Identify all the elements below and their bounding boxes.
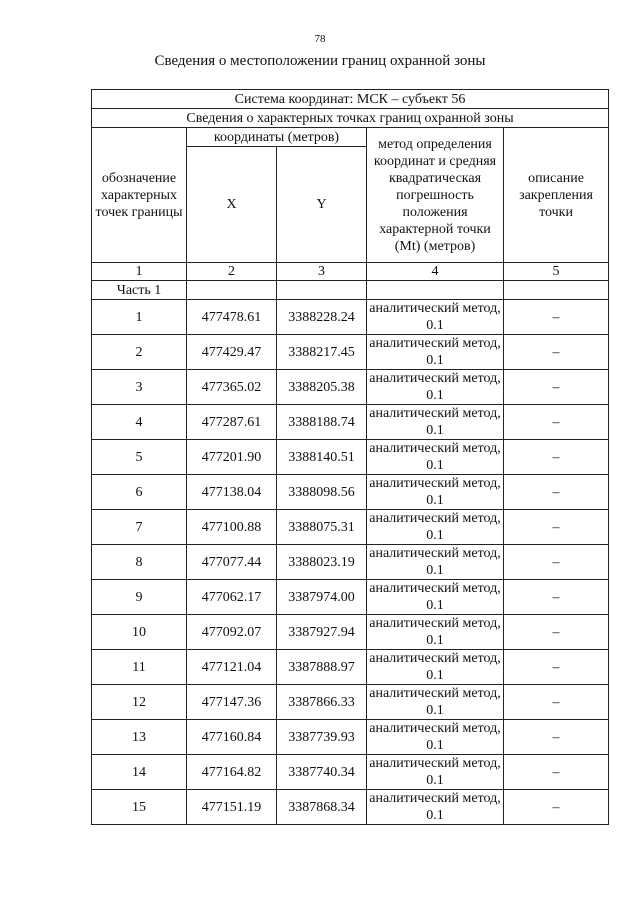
table-row: [92, 580, 609, 615]
point-description: –: [504, 720, 609, 755]
table-row: [92, 510, 609, 545]
point-method: аналитический метод, 0.1: [367, 790, 504, 825]
point-number: 11: [92, 650, 187, 685]
point-method: аналитический метод, 0.1: [367, 370, 504, 405]
point-y: 3387888.97: [277, 650, 367, 685]
table-row: [92, 615, 609, 650]
point-number: 8: [92, 545, 187, 580]
point-method: аналитический метод, 0.1: [367, 510, 504, 545]
point-description: –: [504, 685, 609, 720]
column-number: 5: [504, 263, 609, 281]
point-x: 477062.17: [187, 580, 277, 615]
point-x: 477201.90: [187, 440, 277, 475]
table-row: [92, 300, 609, 335]
point-y: 3387974.00: [277, 580, 367, 615]
section-title-banner: Сведения о характерных точках границ охранной зоны: [92, 109, 609, 128]
point-description: –: [504, 405, 609, 440]
point-description: –: [504, 335, 609, 370]
point-method: аналитический метод, 0.1: [367, 405, 504, 440]
table-row: [92, 370, 609, 405]
point-x: 477365.02: [187, 370, 277, 405]
point-x: 477160.84: [187, 720, 277, 755]
point-description: –: [504, 615, 609, 650]
point-description: –: [504, 300, 609, 335]
point-y: 3388023.19: [277, 545, 367, 580]
point-x: 477138.04: [187, 475, 277, 510]
point-description: –: [504, 475, 609, 510]
empty-cell: [277, 281, 367, 300]
header-designation: обозначение характерных точек границы: [92, 128, 187, 263]
point-x: 477478.61: [187, 300, 277, 335]
point-y: 3388188.74: [277, 405, 367, 440]
empty-cell: [367, 281, 504, 300]
table-row: [92, 685, 609, 720]
point-method: аналитический метод, 0.1: [367, 300, 504, 335]
point-y: 3388098.56: [277, 475, 367, 510]
point-method: аналитический метод, 0.1: [367, 545, 504, 580]
point-number: 10: [92, 615, 187, 650]
point-description: –: [504, 545, 609, 580]
header-description: описание закрепления точки: [504, 128, 609, 263]
header-y: Y: [277, 147, 367, 263]
page-number: 78: [314, 33, 326, 45]
point-x: 477077.44: [187, 545, 277, 580]
point-number: 14: [92, 755, 187, 790]
point-number: 13: [92, 720, 187, 755]
header-method: метод определения координат и средняя квадратическая погрешность положения характерной точки (Mt) (метров): [367, 128, 504, 263]
table-row: [92, 475, 609, 510]
point-description: –: [504, 510, 609, 545]
part-row: [92, 281, 609, 300]
document-title: Сведения о местоположении границ охранной зоны: [154, 53, 486, 69]
column-number: 3: [277, 263, 367, 281]
point-y: 3387868.34: [277, 790, 367, 825]
header-coordinates: координаты (метров): [187, 128, 367, 147]
boundary-points-table: [91, 89, 609, 825]
point-description: –: [504, 755, 609, 790]
point-description: –: [504, 440, 609, 475]
point-number: 7: [92, 510, 187, 545]
point-method: аналитический метод, 0.1: [367, 580, 504, 615]
point-x: 477100.88: [187, 510, 277, 545]
point-y: 3388228.24: [277, 300, 367, 335]
point-number: 5: [92, 440, 187, 475]
point-method: аналитический метод, 0.1: [367, 720, 504, 755]
point-x: 477092.07: [187, 615, 277, 650]
column-number: 2: [187, 263, 277, 281]
header-x: X: [187, 147, 277, 263]
point-method: аналитический метод, 0.1: [367, 440, 504, 475]
point-method: аналитический метод, 0.1: [367, 475, 504, 510]
point-y: 3388205.38: [277, 370, 367, 405]
point-number: 15: [92, 790, 187, 825]
table-row: [92, 405, 609, 440]
point-y: 3387739.93: [277, 720, 367, 755]
point-y: 3388217.45: [277, 335, 367, 370]
column-number: 4: [367, 263, 504, 281]
column-numbers-row: [92, 263, 609, 281]
table-row: [92, 545, 609, 580]
point-number: 9: [92, 580, 187, 615]
empty-cell: [504, 281, 609, 300]
point-description: –: [504, 370, 609, 405]
point-number: 1: [92, 300, 187, 335]
part-label: Часть 1: [92, 281, 187, 300]
table-row: [92, 335, 609, 370]
point-number: 3: [92, 370, 187, 405]
point-description: –: [504, 650, 609, 685]
column-number: 1: [92, 263, 187, 281]
point-x: 477151.19: [187, 790, 277, 825]
point-method: аналитический метод, 0.1: [367, 650, 504, 685]
point-y: 3387866.33: [277, 685, 367, 720]
point-number: 4: [92, 405, 187, 440]
coord-system-banner: Система координат: МСК – субъект 56: [92, 90, 609, 109]
table-row: [92, 650, 609, 685]
point-x: 477429.47: [187, 335, 277, 370]
table-row: [92, 440, 609, 475]
point-number: 6: [92, 475, 187, 510]
table-row: [92, 720, 609, 755]
point-description: –: [504, 580, 609, 615]
point-description: –: [504, 790, 609, 825]
point-x: 477164.82: [187, 755, 277, 790]
table-row: [92, 755, 609, 790]
table-row: [92, 790, 609, 825]
point-number: 12: [92, 685, 187, 720]
point-number: 2: [92, 335, 187, 370]
point-method: аналитический метод, 0.1: [367, 335, 504, 370]
point-y: 3388140.51: [277, 440, 367, 475]
point-y: 3387740.34: [277, 755, 367, 790]
point-y: 3388075.31: [277, 510, 367, 545]
point-method: аналитический метод, 0.1: [367, 615, 504, 650]
point-x: 477147.36: [187, 685, 277, 720]
point-x: 477287.61: [187, 405, 277, 440]
empty-cell: [187, 281, 277, 300]
point-method: аналитический метод, 0.1: [367, 755, 504, 790]
point-y: 3387927.94: [277, 615, 367, 650]
point-x: 477121.04: [187, 650, 277, 685]
point-method: аналитический метод, 0.1: [367, 685, 504, 720]
